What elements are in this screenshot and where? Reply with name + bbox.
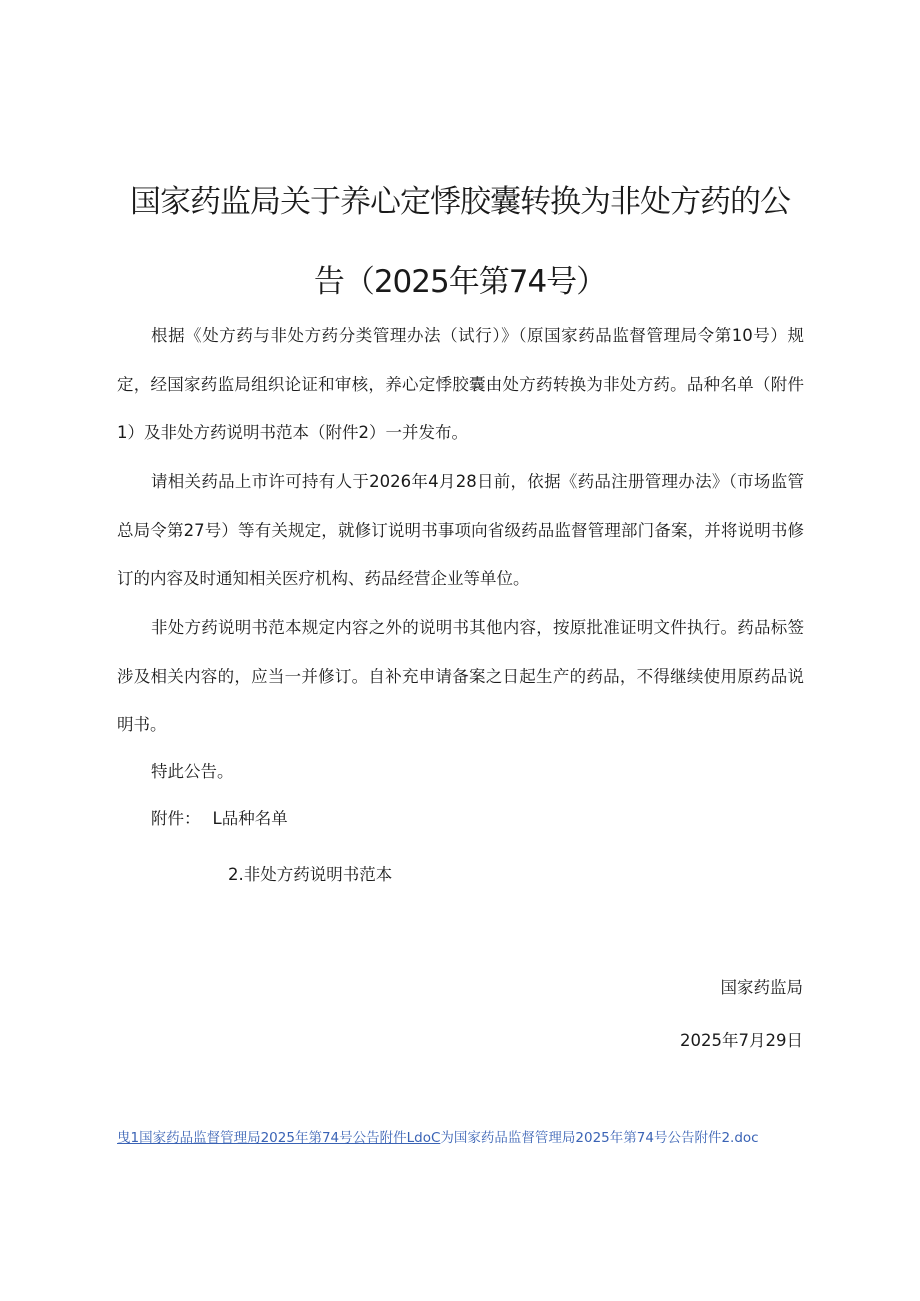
attachment-2-download-link[interactable]: 为国家药品监督管理局2025年第74号公告附件2.doc [440, 1130, 759, 1146]
signature-organization: 国家药监局 [720, 978, 803, 997]
document-title-line-1: 国家药监局关于养心定悸胶囊转换为非处方药的公 [130, 184, 790, 220]
footer-attachment-links [117, 1127, 797, 1150]
signature-date: 2025年7月29日 [680, 1031, 803, 1050]
body-paragraph-3: 非处方药说明书范本规定内容之外的说明书其他内容，按原批准证明文件执行。药品标签涉及相关内容的，应当一并修订。自补充申请备案之日起生产的药品，不得继续使用原药品说明书。 [117, 618, 804, 734]
body-paragraph-1: 根据《处方药与非处方药分类管理办法（试行）》（原国家药品监督管理局令第10号）规定，经国家药监局组织论证和审核，养心定悸胶囊由处方药转换为非处方药。品种名单（附件1）及非处方药说明书范本（附件2）一并发布。 [117, 326, 804, 442]
attachment-list-item-1 [151, 807, 288, 831]
attachment-2-title: 2.非处方药说明书范本 [228, 865, 393, 884]
document-title-line-2: 告（2025年第74号） [313, 264, 607, 300]
attachment-1-download-link[interactable]: 曳1国家药品监督管理局2025年第74号公告附件LdoC [117, 1130, 441, 1146]
body-paragraph-2: 请相关药品上市许可持有人于2026年4月28日前，依据《药品注册管理办法》（市场监管总局令第27号）等有关规定，就修订说明书事项向省级药品监督管理部门备案，并将说明书修订的内容及时通知相关医疗机构、药品经营企业等单位。 [117, 472, 804, 588]
attachments-label: 附件： [151, 809, 201, 828]
attachment-1-title: L品种名单 [212, 809, 288, 828]
closing-statement: 特此公告。 [151, 762, 234, 781]
